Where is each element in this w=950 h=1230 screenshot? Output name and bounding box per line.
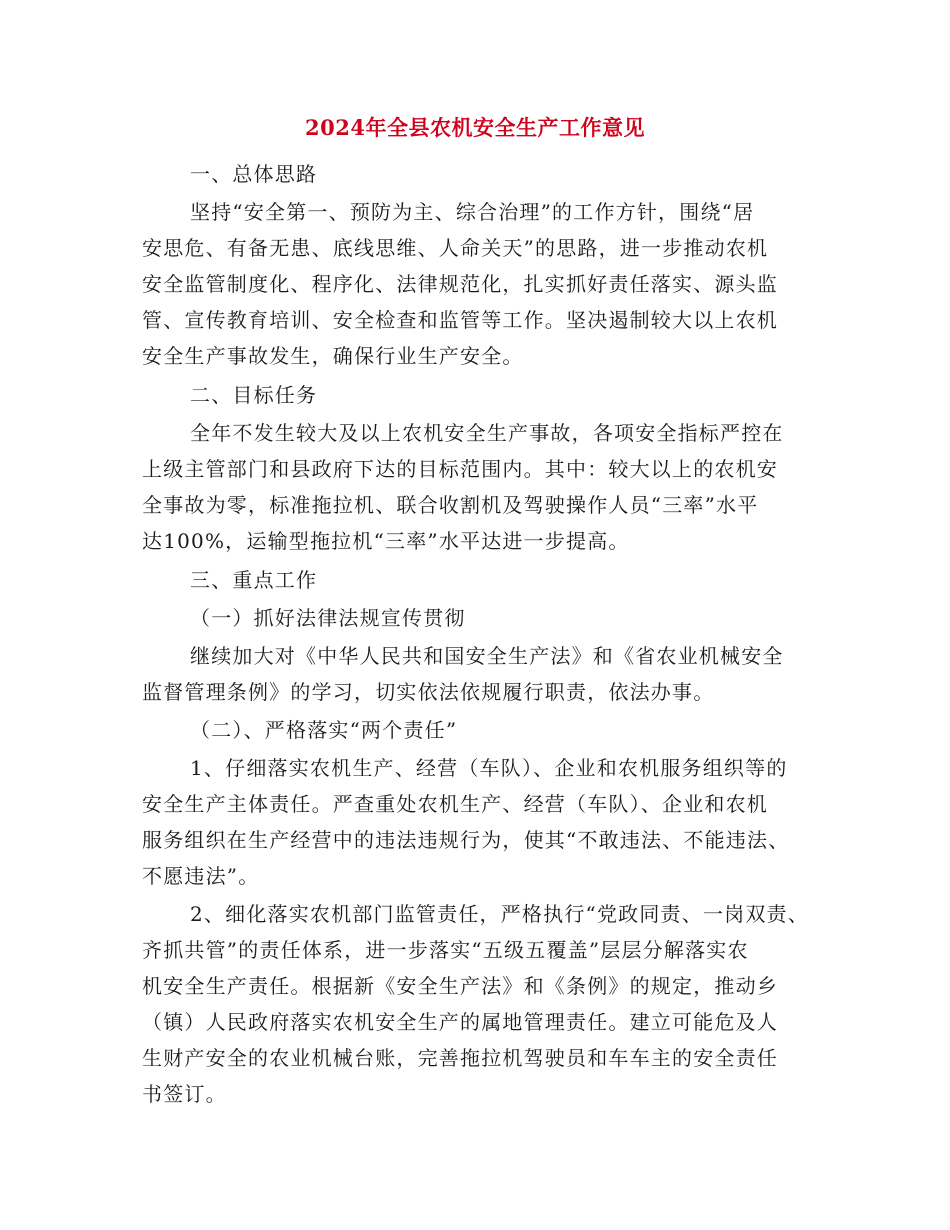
- paragraph-line: 书签订。: [142, 1082, 227, 1106]
- paragraph-line: 全年不发生较大及以上农机安全生产事故，各项安全指标严控在: [190, 421, 784, 445]
- paragraph-line: 安全生产事故发生，确保行业生产安全。: [142, 344, 524, 368]
- paragraph-line: 服务组织在生产经营中的违法违规行为，使其“不敢违法、不能违法、: [142, 828, 790, 852]
- section-heading: 三、重点工作: [190, 568, 318, 592]
- paragraph-line: 1、仔细落实农机生产、经营（车队）、企业和农机服务组织等的: [190, 756, 788, 780]
- section-heading: 二、目标任务: [190, 383, 318, 407]
- paragraph-line: 安思危、有备无患、底线思维、人命关天”的思路，进一步推动农机: [142, 236, 769, 260]
- paragraph-line: 管、宣传教育培训、安全检查和监管等工作。坚决遏制较大以上农机: [142, 308, 778, 332]
- paragraph-line: 机安全生产责任。根据新《安全生产法》和《条例》的规定，推动乡: [142, 974, 778, 998]
- paragraph-line: 安全监管制度化、程序化、法律规范化，扎实抓好责任落实、源头监: [142, 272, 778, 296]
- document-title: 2024年全县农机安全生产工作意见: [305, 115, 645, 140]
- paragraph-line: 齐抓共管”的责任体系，进一步落实“五级五覆盖”层层分解落实农: [142, 938, 749, 962]
- paragraph-line: （镇）人民政府落实农机安全生产的属地管理责任。建立可能危及人: [142, 1010, 778, 1034]
- paragraph-line: 生财产安全的农业机械台账，完善拖拉机驾驶员和车车主的安全责任: [142, 1046, 778, 1070]
- paragraph-line: 继续加大对《中华人民共和国安全生产法》和《省农业机械安全: [190, 644, 784, 668]
- subsection-heading: （二）、严格落实“两个责任”: [190, 718, 458, 742]
- paragraph-line: 安全生产主体责任。严查重处农机生产、经营（车队）、企业和农机: [142, 792, 768, 816]
- paragraph-line: 全事故为零，标准拖拉机、联合收割机及驾驶操作人员“三率”水平: [142, 493, 759, 517]
- paragraph-line: 监督管理条例》的学习，切实依法依规履行职责，依法办事。: [142, 680, 715, 704]
- paragraph-line: 达100%，运输型拖拉机“三率”水平达进一步提高。: [142, 529, 630, 553]
- paragraph-line: 上级主管部门和县政府下达的目标范围内。其中：较大以上的农机安: [142, 457, 778, 481]
- paragraph-line: 不愿违法”。: [142, 864, 260, 888]
- paragraph-line: 2、细化落实农机部门监管责任，严格执行“党政同责、一岗双责、: [190, 902, 809, 926]
- paragraph-line: 坚持“安全第一、预防为主、综合治理”的工作方针，围绕“居: [190, 200, 755, 224]
- subsection-heading: （一）抓好法律法规宣传贯彻: [190, 606, 466, 630]
- section-heading: 一、总体思路: [190, 162, 318, 186]
